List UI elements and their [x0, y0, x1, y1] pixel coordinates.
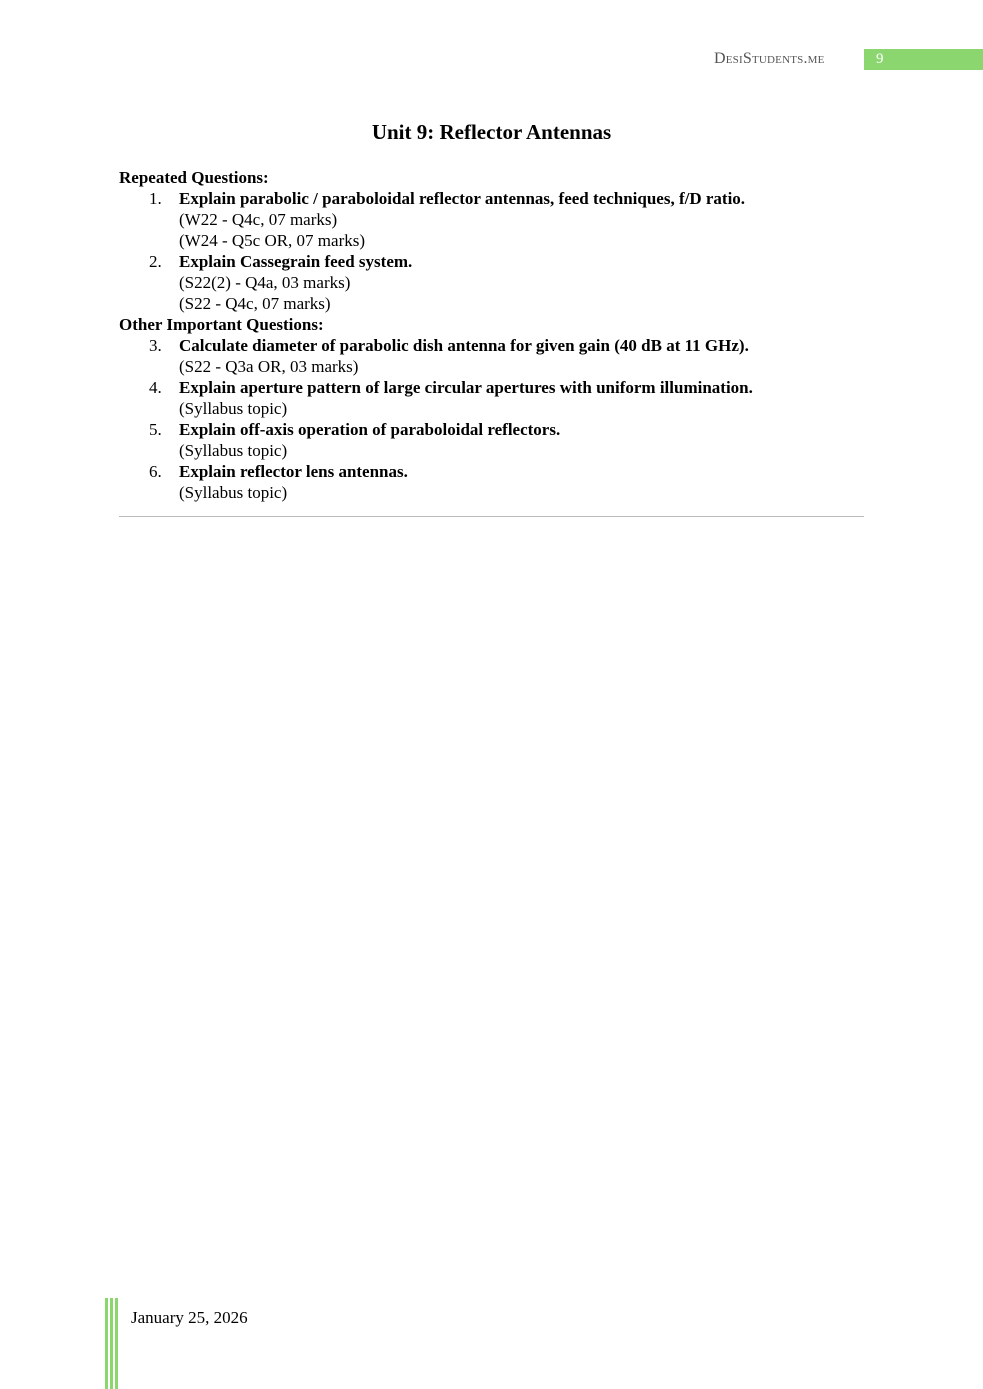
question-ref: (Syllabus topic) [179, 483, 288, 502]
list-item [119, 251, 879, 314]
question-ref: (S22(2) - Q4a, 03 marks) [179, 273, 351, 292]
question-ref: (S22 - Q3a OR, 03 marks) [179, 357, 359, 376]
list-item [119, 419, 879, 461]
item-number: 3. [149, 336, 162, 355]
item-number: 6. [149, 462, 162, 481]
list-item [119, 188, 879, 251]
question-ref: (Syllabus topic) [179, 399, 288, 418]
question-text: Explain reflector lens antennas. [179, 462, 408, 481]
divider [119, 516, 864, 517]
footer-bar [105, 1298, 108, 1389]
section-heading-other: Other Important Questions: [119, 315, 324, 334]
item-number: 4. [149, 378, 162, 397]
list-item [119, 335, 879, 377]
item-number: 1. [149, 189, 162, 208]
question-text: Explain parabolic / paraboloidal reflector antennas, feed techniques, f/D ratio. [179, 189, 746, 208]
item-number: 2. [149, 252, 162, 271]
question-text: Explain Cassegrain feed system. [179, 252, 413, 271]
question-ref: (W24 - Q5c OR, 07 marks) [179, 231, 366, 250]
header-site-name: DesiStudents.me [714, 50, 825, 67]
footer-bar [110, 1298, 113, 1389]
question-text: Explain aperture pattern of large circular apertures with uniform illumination. [179, 378, 753, 397]
list-item [119, 377, 879, 419]
page-title: Unit 9: Reflector Antennas [371, 120, 612, 144]
question-text: Explain off-axis operation of paraboloidal reflectors. [179, 420, 561, 439]
item-number: 5. [149, 420, 162, 439]
question-list [119, 167, 879, 503]
question-ref: (W22 - Q4c, 07 marks) [179, 210, 338, 229]
footer-date: January 25, 2026 [131, 1308, 248, 1327]
header-page-number: 9 [864, 49, 983, 70]
question-ref: (S22 - Q4c, 07 marks) [179, 294, 331, 313]
question-ref: (Syllabus topic) [179, 441, 288, 460]
section-heading-repeated: Repeated Questions: [119, 168, 269, 187]
question-text: Calculate diameter of parabolic dish antenna for given gain (40 dB at 11 GHz). [179, 336, 749, 355]
list-item [119, 461, 879, 503]
footer-bar [115, 1298, 118, 1389]
